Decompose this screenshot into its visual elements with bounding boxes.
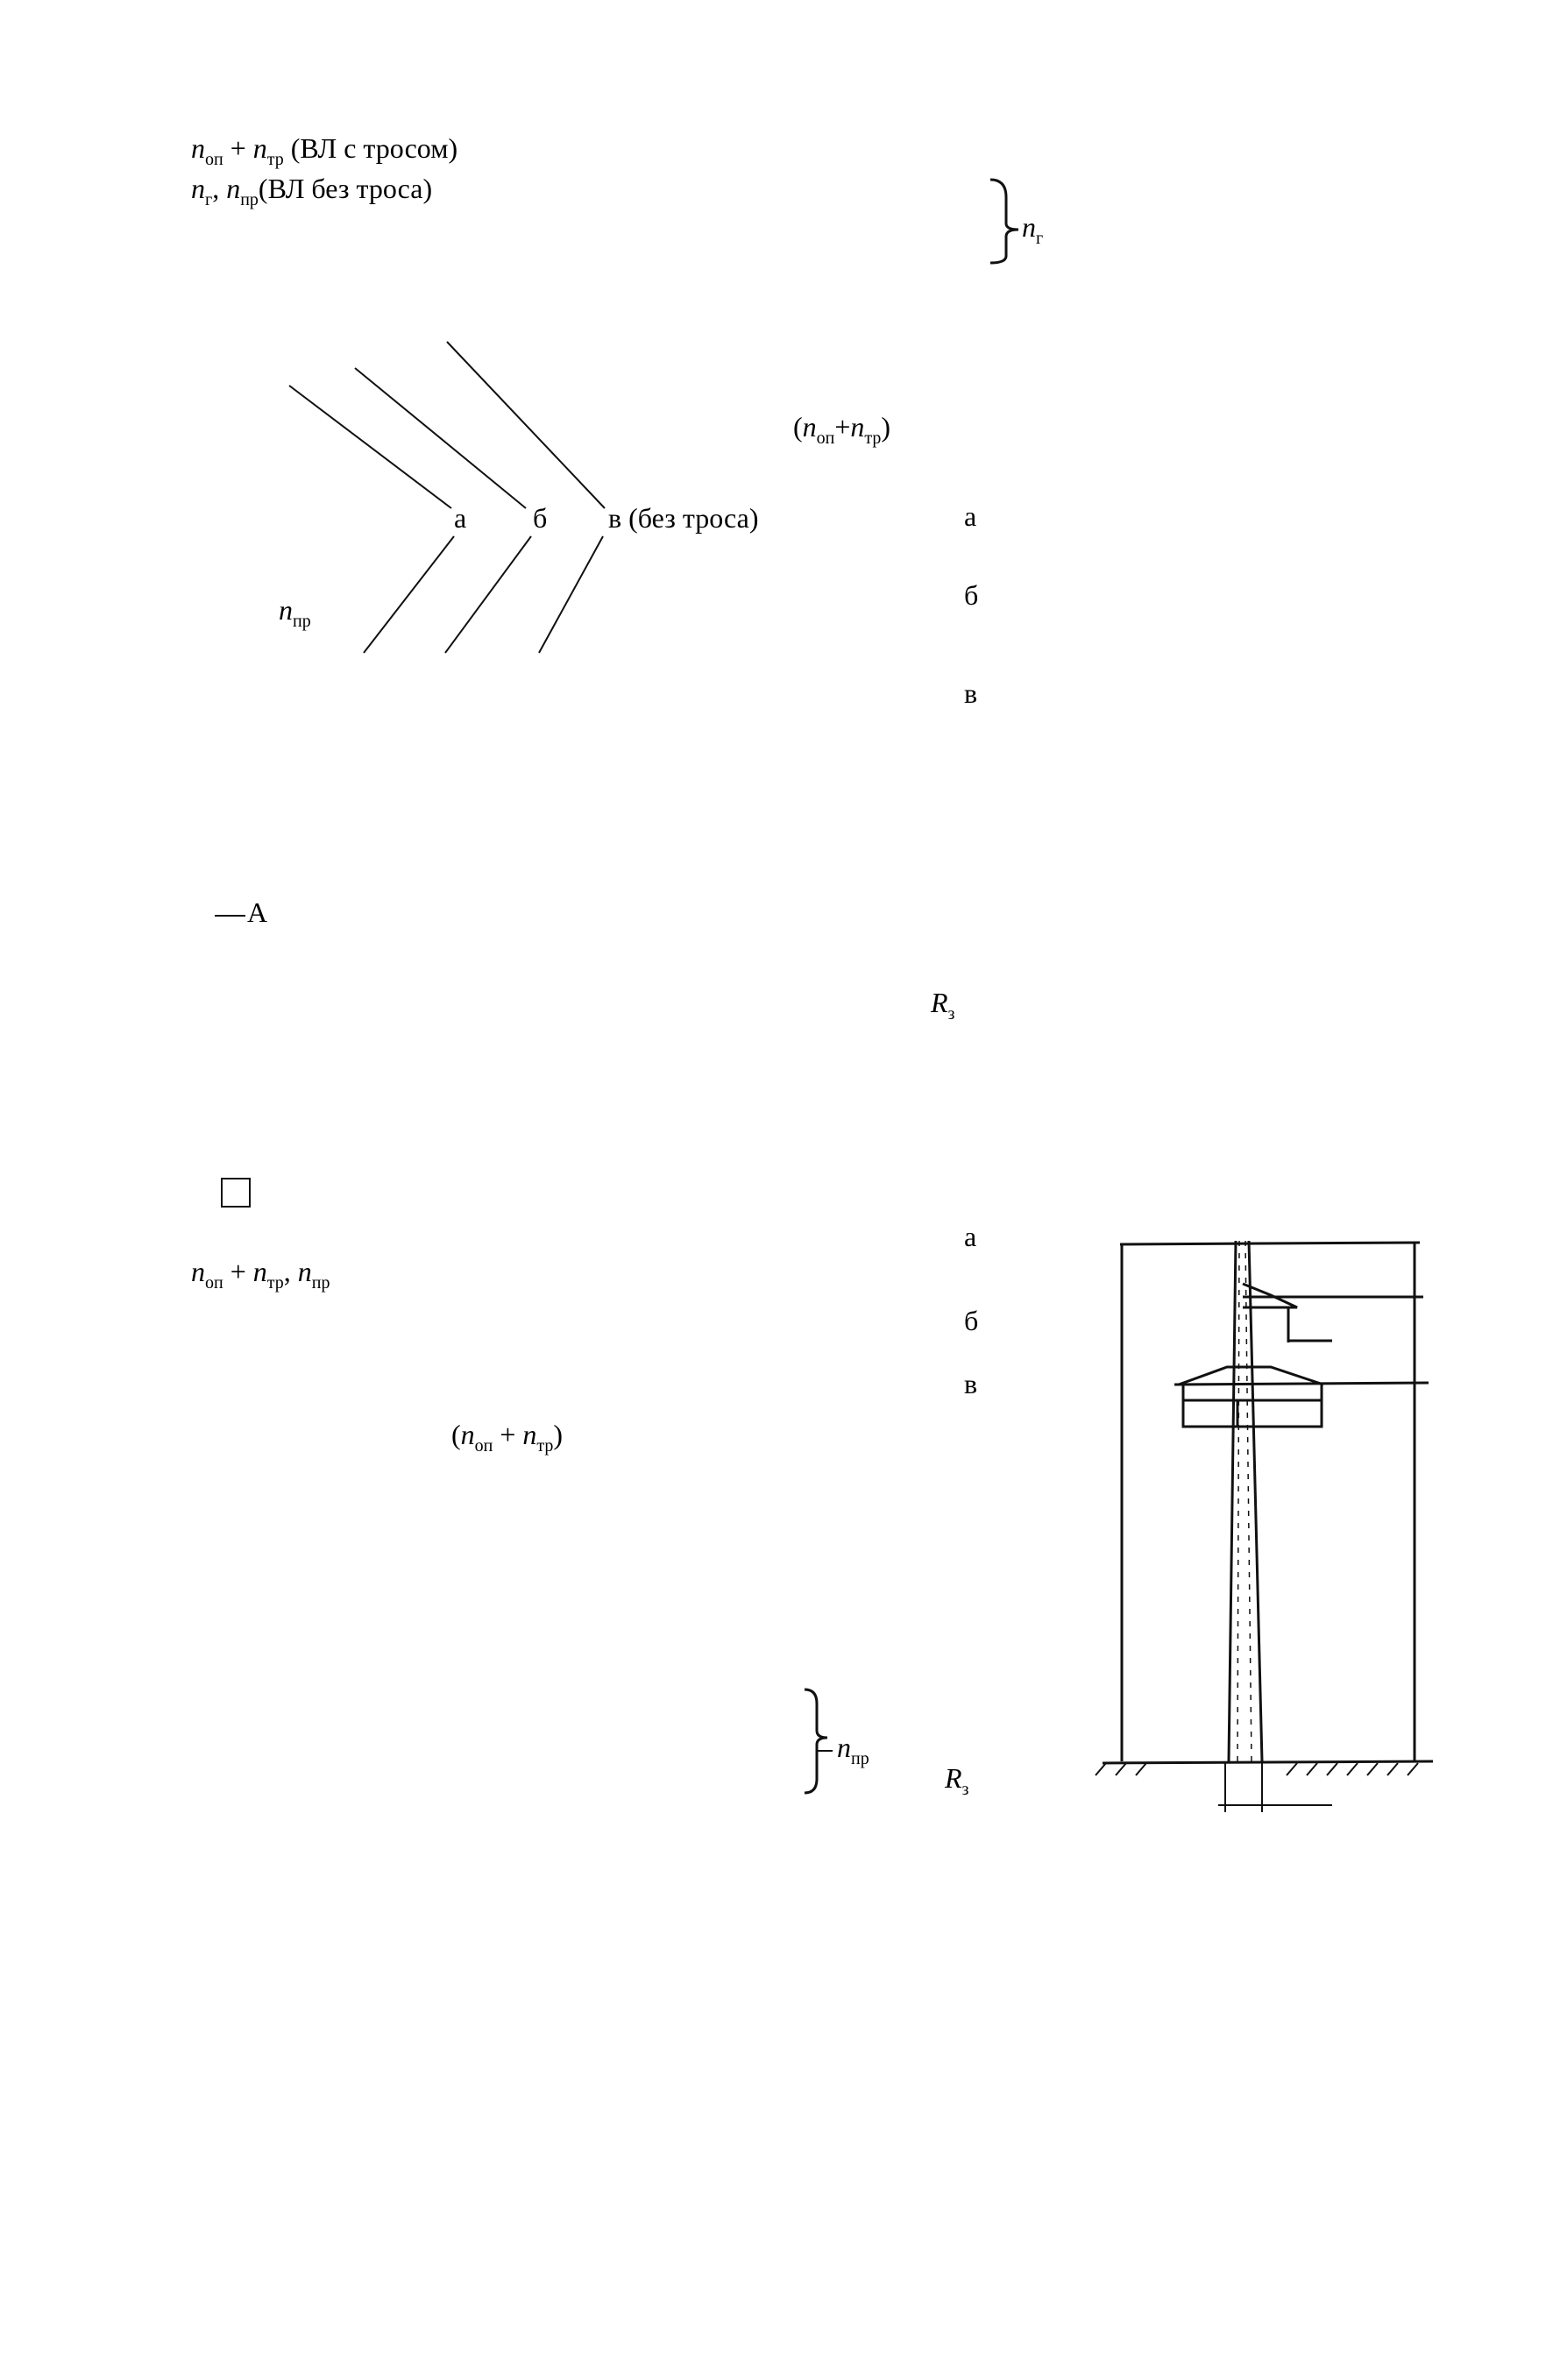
tower-top-line xyxy=(1120,1243,1420,1244)
label-marker-A: A xyxy=(247,896,268,928)
tower-body xyxy=(1229,1241,1262,1761)
label-npr-bottom: $n_{пр}$ xyxy=(837,1732,869,1768)
label-v-top: в (без троса) xyxy=(608,502,759,534)
tower-ground-hatch xyxy=(1096,1763,1418,1775)
label-nop-ntr-bottom: $(n_{оп} + n_{тр})$ xyxy=(451,1419,564,1456)
brace-npr xyxy=(805,1689,827,1793)
tower-box-25 xyxy=(1183,1400,1237,1427)
chart-top xyxy=(191,132,1043,1024)
label-b-top: б xyxy=(533,502,548,534)
label-rz-bottom: $R_з$ xyxy=(945,1762,969,1799)
label-a-top: а xyxy=(454,502,467,534)
tower-box-42 xyxy=(1237,1400,1322,1427)
label-series-v-right: в xyxy=(964,677,978,709)
chart-top-legend-2: $n_г$, $n_{пр}(ВЛ$ без троса) xyxy=(191,173,433,209)
tower-body-center xyxy=(1237,1241,1252,1761)
label-a-bottom: а xyxy=(964,1221,977,1252)
chart-bottom xyxy=(0,0,978,1799)
label-ng: $n_г$ xyxy=(1022,211,1044,248)
label-v-bottom: в xyxy=(964,1368,978,1399)
brace-ng xyxy=(990,180,1018,263)
label-series-a-right: а xyxy=(964,500,977,532)
tower-ground-line xyxy=(1103,1761,1433,1763)
label-npr-top: $n_{пр}$ xyxy=(279,594,311,631)
tower-drawing xyxy=(1096,1241,1433,1812)
label-b-bottom: б xyxy=(964,1305,979,1336)
box-A xyxy=(222,1179,250,1207)
label-series-b-right: б xyxy=(964,579,979,611)
label-rz-top: $R_з$ xyxy=(931,987,955,1024)
tower-dim-19-top xyxy=(1174,1383,1429,1385)
label-nop-ntr: $(n_{оп}+n_{тр})$ xyxy=(793,411,891,448)
leader-lines-top xyxy=(289,342,605,653)
chart-top-legend-1: $n_{оп} + n_{тр}$ (ВЛ с тросом) xyxy=(191,132,458,169)
chart-bottom-legend-1: $n_{оп} + n_{тр}$, $n_{пр}$ xyxy=(191,1256,330,1293)
